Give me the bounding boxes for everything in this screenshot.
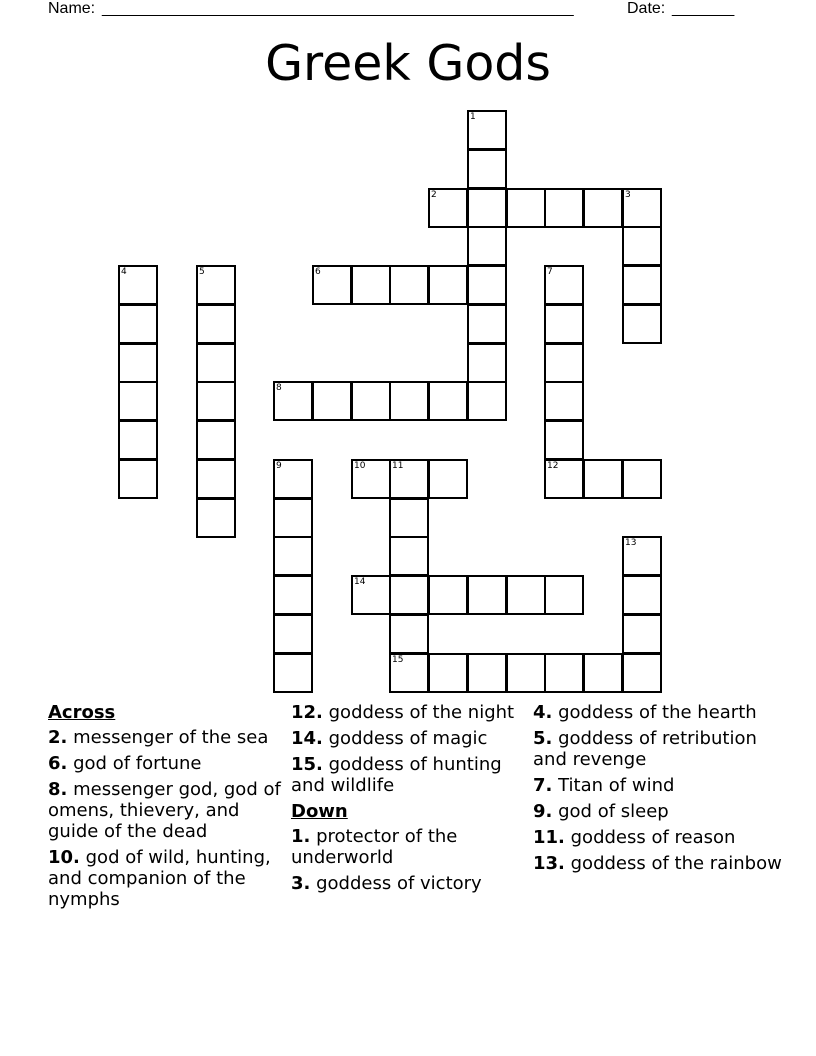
across-heading: Across <box>48 702 116 723</box>
clue-text: goddess of reason <box>570 827 736 848</box>
clue-down-4 <box>533 702 783 723</box>
clue-column-1 <box>48 702 288 915</box>
grid-cell[interactable] <box>583 459 623 499</box>
clue-text: goddess of retribution and revenge <box>533 728 757 770</box>
grid-cell[interactable] <box>118 265 158 305</box>
grid-cell[interactable] <box>467 188 507 228</box>
cell-number: 14 <box>354 577 366 587</box>
grid-cell[interactable] <box>118 459 158 499</box>
grid-cell[interactable] <box>467 149 507 189</box>
clue-number: 3. <box>291 873 311 894</box>
grid-cell[interactable] <box>389 381 429 421</box>
cell-number: 13 <box>625 538 637 548</box>
clue-down-3 <box>291 873 526 894</box>
cell-number: 12 <box>547 461 559 471</box>
clue-text: messenger of the sea <box>73 727 269 748</box>
cell-number: 9 <box>276 461 282 471</box>
cell-number: 11 <box>392 461 404 471</box>
clue-number: 4. <box>533 702 553 723</box>
grid-cell[interactable] <box>118 420 158 460</box>
clue-text: goddess of the rainbow <box>570 853 782 874</box>
clue-number: 10. <box>48 847 80 868</box>
grid-cell[interactable] <box>544 381 584 421</box>
grid-cell[interactable] <box>544 304 584 344</box>
grid-cell[interactable] <box>467 575 507 615</box>
clue-text: goddess of the night <box>328 702 515 723</box>
clue-down-9 <box>533 801 783 822</box>
grid-cell[interactable] <box>467 343 507 383</box>
clue-across-6 <box>48 753 288 774</box>
cell-number: 1 <box>470 112 476 122</box>
cell-number: 5 <box>199 267 205 277</box>
grid-cell[interactable] <box>351 459 391 499</box>
name-label: Name: <box>48 0 96 17</box>
grid-cell[interactable] <box>544 188 584 228</box>
grid-cell[interactable] <box>273 536 313 576</box>
grid-cell[interactable] <box>544 265 584 305</box>
clue-across-8 <box>48 779 288 842</box>
grid-cell[interactable] <box>467 110 507 150</box>
grid-cell[interactable] <box>118 304 158 344</box>
grid-cell[interactable] <box>467 381 507 421</box>
grid-cell[interactable] <box>622 304 662 344</box>
grid-cell[interactable] <box>351 575 391 615</box>
clue-text: goddess of the hearth <box>558 702 757 723</box>
grid-cell[interactable] <box>544 420 584 460</box>
grid-cell[interactable] <box>118 381 158 421</box>
grid-cell[interactable] <box>506 575 546 615</box>
clue-across-14 <box>291 728 526 749</box>
grid-cell[interactable] <box>273 575 313 615</box>
grid-cell[interactable] <box>622 188 662 228</box>
grid-cell[interactable] <box>389 459 429 499</box>
clue-number: 9. <box>533 801 553 822</box>
down-heading: Down <box>291 801 348 822</box>
grid-cell[interactable] <box>428 575 468 615</box>
grid-cell[interactable] <box>351 265 391 305</box>
clue-number: 13. <box>533 853 565 874</box>
grid-cell[interactable] <box>622 265 662 305</box>
grid-cell[interactable] <box>273 381 313 421</box>
cell-number: 6 <box>315 267 321 277</box>
clue-column-2 <box>291 702 526 899</box>
grid-cell[interactable] <box>389 536 429 576</box>
grid-cell[interactable] <box>622 459 662 499</box>
grid-cell[interactable] <box>506 188 546 228</box>
clue-text: Titan of wind <box>558 775 675 796</box>
clue-down-5 <box>533 728 783 770</box>
clue-down-11 <box>533 827 783 848</box>
grid-cell[interactable] <box>622 536 662 576</box>
cell-number: 15 <box>392 655 404 665</box>
clue-number: 15. <box>291 754 323 775</box>
clue-text: goddess of victory <box>316 873 482 894</box>
cell-number: 7 <box>547 267 553 277</box>
grid-cell[interactable] <box>622 614 662 654</box>
grid-cell[interactable] <box>196 498 236 538</box>
clue-number: 8. <box>48 779 68 800</box>
cell-number: 10 <box>354 461 366 471</box>
grid-cell[interactable] <box>583 653 623 693</box>
grid-cell[interactable] <box>389 265 429 305</box>
grid-cell[interactable] <box>428 653 468 693</box>
grid-cell[interactable] <box>118 343 158 383</box>
cell-number: 4 <box>121 267 127 277</box>
clue-number: 7. <box>533 775 553 796</box>
grid-cell[interactable] <box>196 265 236 305</box>
cell-number: 2 <box>431 190 437 200</box>
clue-down-1 <box>291 826 526 868</box>
grid-cell[interactable] <box>467 304 507 344</box>
grid-cell[interactable] <box>196 343 236 383</box>
grid-cell[interactable] <box>622 226 662 266</box>
clue-text: protector of the underworld <box>291 826 458 868</box>
grid-cell[interactable] <box>312 381 352 421</box>
grid-cell[interactable] <box>467 653 507 693</box>
grid-cell[interactable] <box>583 188 623 228</box>
grid-cell[interactable] <box>467 265 507 305</box>
grid-cell[interactable] <box>196 381 236 421</box>
grid-cell[interactable] <box>273 459 313 499</box>
date-label: Date: <box>627 0 666 17</box>
grid-cell[interactable] <box>506 653 546 693</box>
grid-cell[interactable] <box>312 265 352 305</box>
grid-cell[interactable] <box>196 420 236 460</box>
cell-number: 3 <box>625 190 631 200</box>
clue-number: 5. <box>533 728 553 749</box>
grid-cell[interactable] <box>544 459 584 499</box>
grid-cell[interactable] <box>196 304 236 344</box>
grid-cell[interactable] <box>428 188 468 228</box>
grid-cell[interactable] <box>273 614 313 654</box>
clue-across-15 <box>291 754 526 796</box>
grid-cell[interactable] <box>389 575 429 615</box>
clue-down-13 <box>533 853 783 874</box>
grid-cell[interactable] <box>467 226 507 266</box>
puzzle-title: Greek Gods <box>265 35 551 92</box>
clue-text: god of fortune <box>73 753 202 774</box>
clue-text: messenger god, god of omens, thievery, and guide of the dead <box>48 779 281 842</box>
clue-number: 6. <box>48 753 68 774</box>
clue-down-7 <box>533 775 783 796</box>
clue-number: 12. <box>291 702 323 723</box>
grid-cell[interactable] <box>544 653 584 693</box>
grid-cell[interactable] <box>428 265 468 305</box>
name-field[interactable]: _____________________________________________________ <box>102 0 574 17</box>
clue-number: 11. <box>533 827 565 848</box>
clue-across-12 <box>291 702 526 723</box>
grid-cell[interactable] <box>351 381 391 421</box>
clue-column-3 <box>533 702 783 879</box>
grid-cell[interactable] <box>428 459 468 499</box>
grid-cell[interactable] <box>196 459 236 499</box>
clue-across-2 <box>48 727 288 748</box>
grid-cell[interactable] <box>428 381 468 421</box>
clue-number: 2. <box>48 727 68 748</box>
grid-cell[interactable] <box>389 498 429 538</box>
date-field[interactable]: _______ <box>672 0 735 17</box>
grid-cell[interactable] <box>622 575 662 615</box>
clue-number: 1. <box>291 826 311 847</box>
grid-cell[interactable] <box>273 498 313 538</box>
grid-cell[interactable] <box>544 343 584 383</box>
clue-text: goddess of magic <box>328 728 488 749</box>
clue-number: 14. <box>291 728 323 749</box>
grid-cell[interactable] <box>622 653 662 693</box>
grid-cell[interactable] <box>544 575 584 615</box>
grid-cell[interactable] <box>389 653 429 693</box>
grid-cell[interactable] <box>389 614 429 654</box>
grid-cell[interactable] <box>273 653 313 693</box>
clue-text: god of wild, hunting, and companion of the nymphs <box>48 847 271 910</box>
cell-number: 8 <box>276 383 282 393</box>
clue-text: god of sleep <box>558 801 669 822</box>
clue-across-10 <box>48 847 288 910</box>
clue-text: goddess of hunting and wildlife <box>291 754 502 796</box>
